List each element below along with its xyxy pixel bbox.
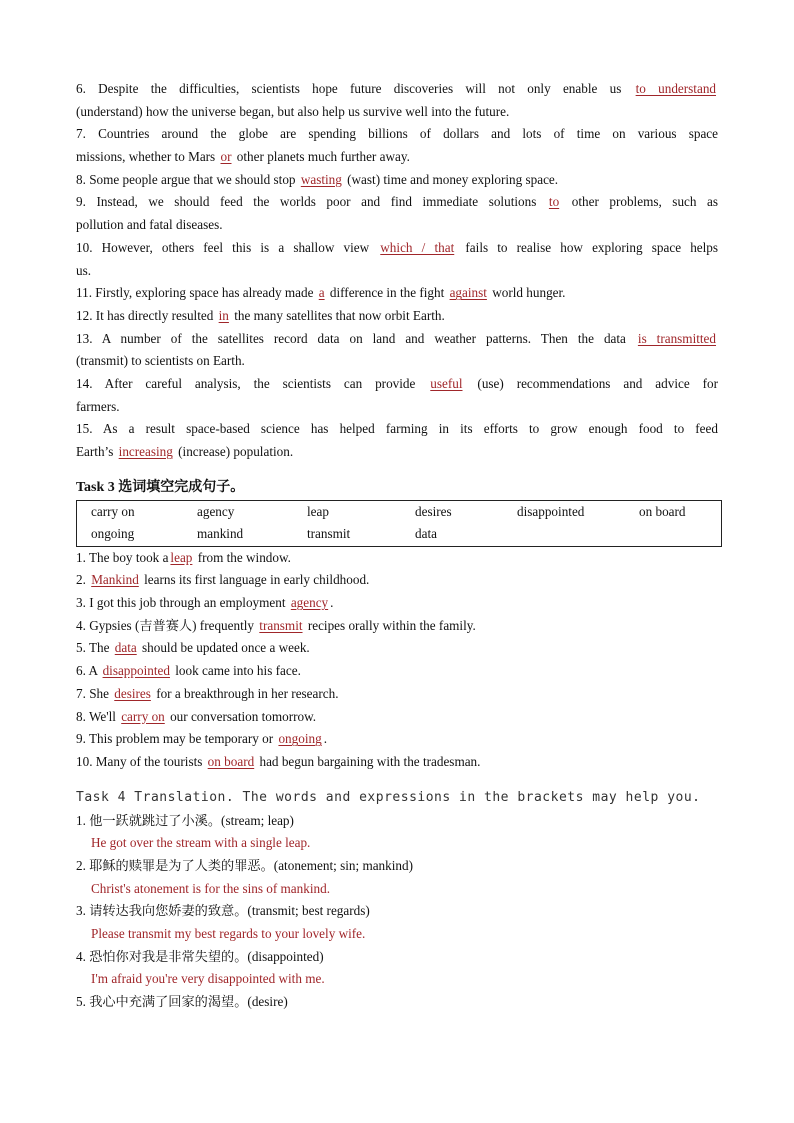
task3-item: 8. We'll carry on our conversation tomorrow. xyxy=(76,708,317,724)
answer-blank: to understand xyxy=(635,81,717,96)
task2-item-14: 14. After careful analysis, the scientists can provide useful (use) recommendations and advice for xyxy=(76,375,718,391)
word-bank-word: on board xyxy=(639,503,686,519)
answer-blank: is transmitted xyxy=(637,330,717,346)
task3-item: 7. She desires for a breakthrough in her research. xyxy=(76,685,339,701)
answer-blank: disappointed xyxy=(102,663,170,679)
answer-blank: data xyxy=(114,640,137,656)
answer-blank: leap xyxy=(170,549,193,565)
answer-blank: on board xyxy=(207,753,255,769)
task2-item-8: 8. Some people argue that we should stop wasting (wast) time and money exploring space. xyxy=(76,171,559,187)
task2-item-7: 7. Countries around the globe are spending billions of dollars and lots of time on various space xyxy=(76,126,719,142)
task4-question: 1. 他一跃就跳过了小溪。(stream; leap) xyxy=(76,812,294,828)
task2-item-9-cont: pollution and fatal diseases. xyxy=(76,217,223,233)
task2-item-9: 9. Instead, we should feed the worlds poor and find immediate solutions to other problems, such as xyxy=(76,194,719,210)
task2-item-15: 15. As a result space-based science has helped farming in its efforts to grow enough food to feed xyxy=(76,421,718,437)
task4-heading: Task 4 Translation. The words and expressions in the brackets may help you. xyxy=(76,789,701,805)
task3-item: 5. The data should be updated once a week. xyxy=(76,640,310,656)
task2-item-13-cont: (transmit) to scientists on Earth. xyxy=(76,353,245,369)
task4-question: 2. 耶稣的赎罪是为了人类的罪恶。(atonement; sin; mankind) xyxy=(76,857,413,873)
task2-item-15-cont: Earth’s increasing (increase) population. xyxy=(76,444,294,459)
task2-item-10: 10. However, others feel this is a shallow view which / that fails to realise how exploring space helps xyxy=(76,239,719,255)
word-bank-word: agency xyxy=(197,503,235,519)
word-bank xyxy=(76,500,722,547)
answer-blank: transmit xyxy=(259,617,303,633)
answer-blank: useful xyxy=(430,375,463,391)
answer-blank: carry on xyxy=(121,708,165,724)
task4-answer: Please transmit my best regards to your lovely wife. xyxy=(91,926,366,941)
word-bank-word: carry on xyxy=(91,503,135,519)
task3-item: 6. A disappointed look came into his face. xyxy=(76,663,301,679)
answer-blank: a xyxy=(318,285,325,301)
task3-item: 1. The boy took a leap from the window. xyxy=(76,549,291,565)
worksheet-page xyxy=(76,78,718,1014)
task4-question: 5. 我心中充满了回家的渴望。(desire) xyxy=(76,994,288,1010)
task3-item: 4. Gypsies (吉普赛人) frequently transmit recipes orally within the family. xyxy=(76,617,476,633)
word-bank-word: disappointed xyxy=(517,503,585,519)
task3-heading: Task 3 选词填空完成句子。 xyxy=(76,479,245,495)
answer-blank: to xyxy=(548,194,560,210)
task2-item-6: 6. Despite the difficulties, scientists hope future discoveries will not only enable us to understand xyxy=(76,81,717,96)
task2-item-14-cont: farmers. xyxy=(76,398,120,414)
task3-item: 3. I got this job through an employment agency . xyxy=(76,595,334,611)
answer-blank: agency xyxy=(290,595,329,611)
answer-blank: against xyxy=(449,285,487,301)
task4-answer: He got over the stream with a single leap. xyxy=(91,835,311,851)
task3-item: 2. Mankind learns its first language in early childhood. xyxy=(76,572,370,588)
task2-item-10-cont: us. xyxy=(76,262,92,278)
word-bank-word: mankind xyxy=(197,525,244,541)
answer-blank: or xyxy=(220,149,232,165)
word-bank-word: desires xyxy=(415,503,452,519)
task2-item-13: 13. A number of the satellites record data on land and weather patterns. Then the data is transmitted xyxy=(76,330,717,346)
answer-blank: increasing xyxy=(118,444,173,459)
task4-question: 4. 恐怕你对我是非常失望的。(disappointed) xyxy=(76,948,324,964)
word-bank-word: ongoing xyxy=(91,525,135,541)
task2-item-7-cont: missions, whether to Mars or other planets much further away. xyxy=(76,149,410,165)
task3-item: 10. Many of the tourists on board had begun bargaining with the tradesman. xyxy=(76,753,481,769)
task4-answer: Christ's atonement is for the sins of mankind. xyxy=(91,880,330,896)
answer-blank: wasting xyxy=(300,171,342,187)
answer-blank: in xyxy=(218,307,229,323)
answer-blank: Mankind xyxy=(91,572,139,588)
task2-item-12: 12. It has directly resulted in the many satellites that now orbit Earth. xyxy=(76,307,445,323)
task4-answer: I'm afraid you're very disappointed with me. xyxy=(91,971,325,987)
answer-blank: which / that xyxy=(380,239,455,255)
task2-item-6-cont: (understand) how the universe began, but also help us survive well into the future. xyxy=(76,103,510,119)
answer-blank: ongoing xyxy=(278,731,322,747)
task2-item-11: 11. Firstly, exploring space has already made a difference in the fight against world hunger. xyxy=(76,285,566,301)
word-bank-word: transmit xyxy=(307,525,351,541)
answer-blank: desires xyxy=(114,685,151,701)
task4-question: 3. 请转达我向您娇妻的致意。(transmit; best regards) xyxy=(76,903,370,919)
word-bank-word: data xyxy=(415,525,437,541)
task3-item: 9. This problem may be temporary or ongoing . xyxy=(76,731,327,747)
word-bank-word: leap xyxy=(307,503,329,519)
